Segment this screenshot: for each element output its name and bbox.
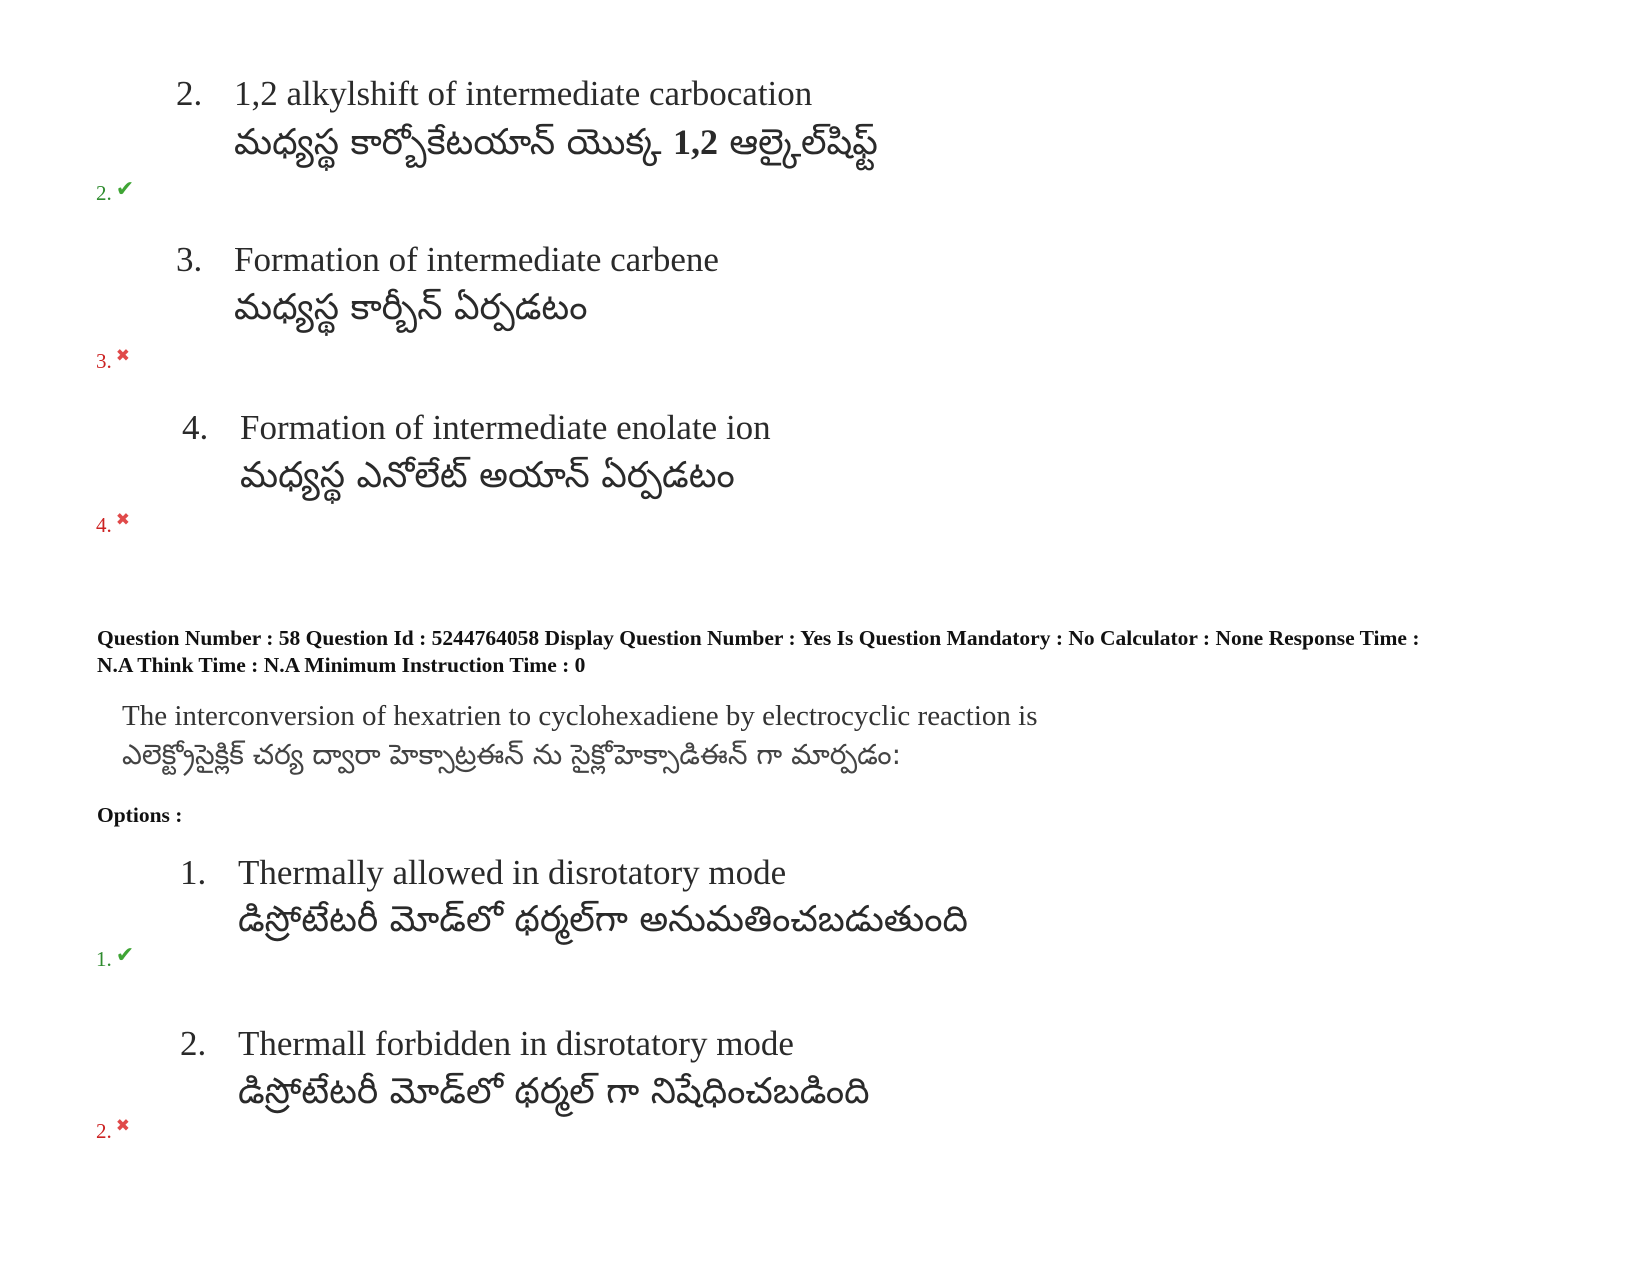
option-1-telugu bbox=[238, 898, 968, 942]
prev-option-2-english bbox=[176, 74, 812, 114]
option-1-english bbox=[180, 853, 786, 893]
option-number: 1. bbox=[180, 853, 207, 892]
prev-option-3-telugu bbox=[234, 286, 587, 330]
option-number: 2. bbox=[176, 74, 203, 113]
cross-icon: ✖ bbox=[115, 346, 130, 366]
option-2-english bbox=[180, 1024, 794, 1064]
prev-option-3-english bbox=[176, 240, 719, 280]
mark-label: 2. bbox=[96, 1119, 112, 1143]
option-1-mark bbox=[96, 944, 134, 971]
prev-option-4-mark bbox=[96, 508, 130, 537]
option-text: Formation of intermediate carbene bbox=[234, 240, 719, 279]
option-text: 1,2 alkylshift of intermediate carbocation bbox=[234, 74, 813, 113]
question-meta-line-2: N.A Think Time : N.A Minimum Instruction Time : 0 bbox=[97, 653, 586, 677]
cross-icon: ✖ bbox=[115, 510, 130, 530]
option-2-telugu bbox=[238, 1070, 870, 1114]
prev-option-3-mark bbox=[96, 344, 130, 373]
mark-label: 1. bbox=[96, 947, 112, 971]
telugu-text-bold: 1,2 bbox=[672, 122, 718, 162]
check-icon: ✔ bbox=[115, 943, 135, 968]
prev-option-2-mark bbox=[96, 178, 134, 205]
telugu-text-part: మధ్యస్థ కార్బోకేటయాన్ యొక్క bbox=[234, 122, 673, 163]
cross-icon: ✖ bbox=[115, 1116, 130, 1136]
question-text-telugu: ఎలెక్ట్రోసైక్లిక్ చర్య ద్వారా హెక్సాట్రఈన్ ను సైక్లోహెక్సాడిఈన్ గా మార్పడం: bbox=[122, 738, 902, 771]
question-text-english: The interconversion of hexatrien to cyclohexadiene by electrocyclic reaction is bbox=[122, 700, 1038, 732]
mark-label: 4. bbox=[96, 513, 112, 537]
telugu-text: మధ్యస్థ కార్బీన్ ఏర్పడటం bbox=[234, 287, 588, 328]
prev-option-4-english bbox=[182, 408, 771, 448]
telugu-text-part: ఆల్కైల్‌షిఫ్ట్ bbox=[717, 122, 878, 163]
option-text: Thermall forbidden in disrotatory mode bbox=[238, 1024, 794, 1063]
option-number: 4. bbox=[182, 408, 209, 447]
mark-label: 3. bbox=[96, 349, 112, 373]
option-number: 3. bbox=[176, 240, 203, 279]
prev-option-4-telugu bbox=[240, 454, 735, 498]
question-meta-line-1: Question Number : 58 Question Id : 5244764058 Display Question Number : Yes Is Question Mandatory : No Calculator : None Response Time : bbox=[97, 626, 1420, 650]
prev-option-2-telugu bbox=[234, 120, 878, 165]
check-icon: ✔ bbox=[115, 177, 135, 202]
option-number: 2. bbox=[180, 1024, 207, 1063]
option-text: Formation of intermediate enolate ion bbox=[240, 408, 771, 447]
telugu-text: డిస్రోటేటరీ మోడ్‌లో థర్మల్‌గా అనుమతించబడుతుంది bbox=[238, 899, 968, 940]
telugu-text: డిస్రోటేటరీ మోడ్‌లో థర్మల్ గా నిషేధించబడింది bbox=[238, 1071, 870, 1112]
option-text: Thermally allowed in disrotatory mode bbox=[238, 853, 787, 892]
mark-label: 2. bbox=[96, 181, 112, 205]
telugu-text: మధ్యస్థ ఎనోలేట్ అయాన్ ఏర్పడటం bbox=[240, 455, 735, 496]
options-label: Options : bbox=[97, 803, 183, 827]
option-2-mark bbox=[96, 1114, 130, 1143]
